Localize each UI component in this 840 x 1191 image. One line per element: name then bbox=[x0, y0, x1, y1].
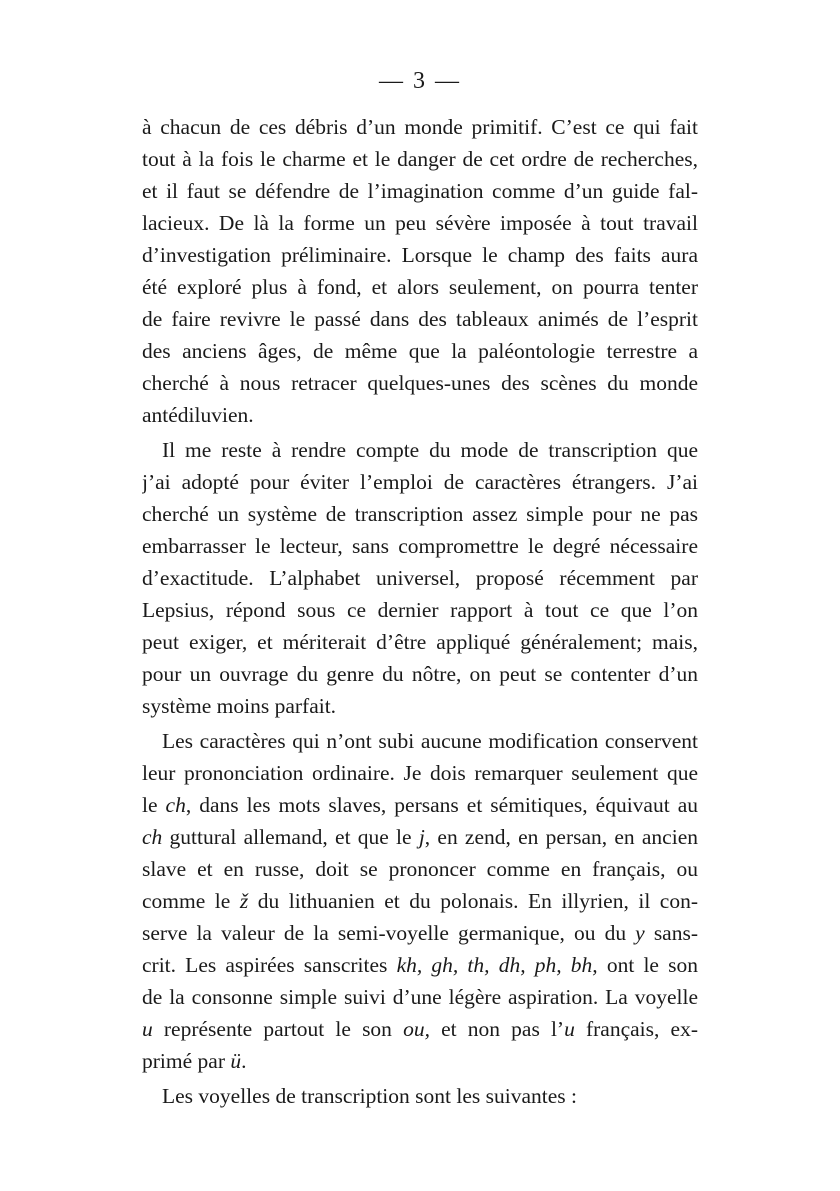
text-run: . bbox=[241, 1049, 247, 1073]
text-line: lacieux. De là la forme un peu sévère imposée à tout travail bbox=[142, 211, 698, 235]
text-line bbox=[142, 789, 698, 821]
text-line: d’investigation préliminaire. Lorsque le champ des faits aura bbox=[142, 243, 698, 267]
text-line bbox=[142, 949, 698, 981]
italic-run: u bbox=[564, 1017, 575, 1041]
text-line bbox=[142, 917, 698, 949]
text-line: cherché un système de transcription assez simple pour ne pas bbox=[142, 502, 698, 526]
text-body bbox=[142, 111, 698, 1112]
italic-run: kh, gh, th, dh, ph, bh, bbox=[396, 953, 598, 977]
page-number: — 3 — bbox=[379, 68, 461, 94]
text-line: d’exactitude. L’alphabet universel, proposé récemment par bbox=[142, 566, 698, 590]
italic-run: ž bbox=[239, 889, 249, 913]
paragraph bbox=[142, 725, 698, 1077]
italic-run: ch bbox=[165, 793, 186, 817]
text-run: ont le son bbox=[597, 953, 698, 977]
italic-run: y bbox=[635, 921, 645, 945]
text-line: cherché à nous retracer quelques-unes des scènes du monde bbox=[142, 371, 698, 395]
text-run: crit. Les aspirées sanscrites bbox=[142, 953, 397, 977]
text-line: pour un ouvrage du genre du nôtre, on peut se contenter d’un bbox=[142, 662, 698, 686]
text-run: du lithuanien et du polonais. En illyrien, il con- bbox=[248, 889, 698, 913]
text-line bbox=[142, 821, 698, 853]
text-line: à chacun de ces débris d’un monde primitif. C’est ce qui fait bbox=[142, 115, 698, 139]
text-line: peut exiger, et mériterait d’être appliqué généralement; mais, bbox=[142, 630, 698, 654]
text-line: de faire revivre le passé dans des tableaux animés de l’esprit bbox=[142, 307, 698, 331]
text-line: embarrasser le lecteur, sans compromettre le degré nécessaire bbox=[142, 534, 698, 558]
text-line: slave et en russe, doit se prononcer comme en français, ou bbox=[142, 857, 698, 881]
text-line: Lepsius, répond sous ce dernier rapport à tout ce que l’on bbox=[142, 598, 698, 622]
text-run: , dans les mots slaves, persans et sémitiques, équivaut au bbox=[185, 793, 698, 817]
italic-run: j bbox=[418, 825, 425, 849]
paragraph bbox=[142, 111, 698, 431]
text-line: tout à la fois le charme et le danger de cet ordre de recherches, bbox=[142, 147, 698, 171]
italic-run: ü bbox=[230, 1049, 242, 1073]
italic-run: ch bbox=[142, 825, 163, 849]
text-run: représente partout le son bbox=[152, 1017, 404, 1041]
text-run: français, ex- bbox=[574, 1017, 698, 1041]
text-line: et il faut se défendre de l’imagination comme d’un guide fal- bbox=[142, 179, 698, 203]
text-line: Les voyelles de transcription sont les suivantes : bbox=[162, 1084, 577, 1108]
text-run: , en zend, en persan, en ancien bbox=[424, 825, 698, 849]
text-line: des anciens âges, de même que la paléontologie terrestre a bbox=[142, 339, 698, 363]
text-line: été exploré plus à fond, et alors seulement, on pourra tenter bbox=[142, 275, 698, 299]
paragraph bbox=[142, 1080, 698, 1112]
text-line bbox=[142, 1045, 698, 1077]
text-run: primé par bbox=[142, 1049, 231, 1073]
text-line bbox=[142, 1013, 698, 1045]
text-line: leur prononciation ordinaire. Je dois remarquer seulement que bbox=[142, 761, 698, 785]
italic-run: u bbox=[142, 1017, 153, 1041]
text-line: Les caractères qui n’ont subi aucune modification conservent bbox=[162, 729, 698, 753]
paragraph bbox=[142, 434, 698, 722]
text-line: de la consonne simple suivi d’une légère aspiration. La voyelle bbox=[142, 985, 698, 1009]
text-run: guttural allemand, et que le bbox=[162, 825, 419, 849]
text-run: sans- bbox=[644, 921, 698, 945]
text-line: Il me reste à rendre compte du mode de transcription que bbox=[162, 438, 698, 462]
text-line: j’ai adopté pour éviter l’emploi de caractères étrangers. J’ai bbox=[142, 470, 698, 494]
italic-run: ou, bbox=[403, 1017, 430, 1041]
text-run: le bbox=[142, 793, 166, 817]
text-line: antédiluvien. bbox=[142, 403, 254, 427]
text-run: serve la valeur de la semi-voyelle germanique, ou du bbox=[142, 921, 636, 945]
text-run: et non pas l’ bbox=[429, 1017, 565, 1041]
text-line bbox=[142, 885, 698, 917]
text-run: comme le bbox=[142, 889, 240, 913]
text-line: système moins parfait. bbox=[142, 694, 337, 718]
